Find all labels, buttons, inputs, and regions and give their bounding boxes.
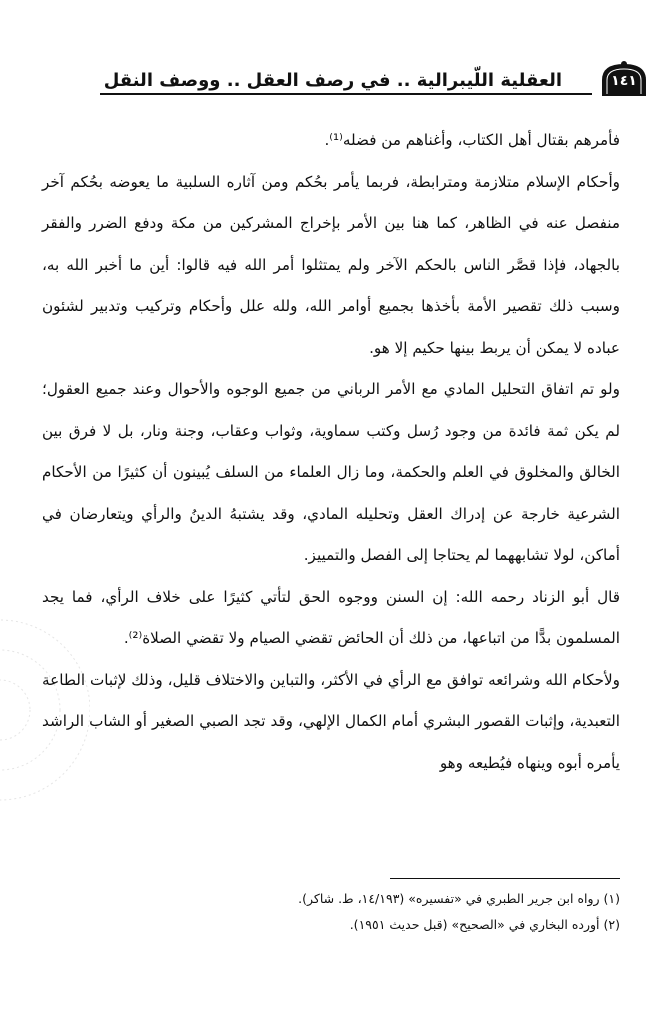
page-number: ١٤١ (611, 73, 637, 89)
footnotes (42, 886, 620, 938)
faint-ornament-icon (0, 560, 90, 860)
page-header (10, 60, 650, 100)
paragraph: فأمرهم بقتال أهل الكتاب، وأغناهم من فضله⁽¹⁾. (324, 131, 620, 149)
footnote: (٢) أورده البخاري في «الصحيح» (قبل حديث ١٩٥١). (349, 917, 620, 932)
page-number-badge (598, 60, 650, 98)
paragraph: ولو تم اتفاق التحليل المادي مع الأمر الرباني من جميع الوجوه والأحوال وعند جميع العقول؛ لم يكن ثمة فائدة من وجود رُسل وكتب سماوية، وثواب وعقاب، وجنة ونار، بل لا فرق بين الخالق والمخلوق في العلم والحكمة، وما زال العلماء من السلف يُبينون أن كثيرًا من الأحكام الشرعية خارجة عن إدراك العقل وتحليله المادي، وقد يشتبهُ الدينُ والرأي ويتعارضان في أماكن، لولا تشابههما لم يحتاجا إلى الفصل والتمييز. (42, 380, 620, 564)
header-rule (100, 93, 592, 95)
paragraph: ولأحكام الله وشرائعه توافق مع الرأي في الأكثر، والتباين والاختلاف قليل، وذلك لإثبات الطاعة التعبدية، وإثبات القصور البشري أمام الكمال الإلهي، وقد تجد الصبي الصغير أو الشاب الراشد يأمره أبوه وينهاه فيُطيعه وهو (42, 670, 620, 772)
paragraph: قال أبو الزناد رحمه الله: إن السنن ووجوه الحق لتأتي كثيرًا على خلاف الرأي، فما يجد المسلمون بدًّا من اتباعها، من ذلك أن الحائض تقضي الصيام ولا تقضي الصلاة⁽²⁾. (42, 587, 620, 647)
main-text (42, 120, 620, 784)
footnote: (١) رواه ابن جرير الطبري في «تفسيره» (١٤/١٩٣، ط. شاكر). (298, 891, 620, 906)
footnote-rule (390, 878, 620, 879)
running-title: العقلية اللّيبرالية .. في رصف العقل .. ووصف النقل (103, 70, 562, 91)
paragraph: وأحكام الإسلام متلازمة ومترابطة، فربما يأمر بحُكم ومن آثاره السلبية ما يعوضه بحُكم آخر منفصل عنه في الظاهر، كما هنا بين الأمر بإخراج المشركين من مكة ودفع الضرر والفقر بالجهاد، فإذا قصَّر الناس بالحكم الآخر ولم يمتثلوا أمر الله فيه قالوا: أين ما أخبر الله به، وسبب ذلك تقصير الأمة بأخذها بجميع أوامر الله، ولله علل وأحكام وتركيب وتدبير لشئون عباده لا يمكن أن يربط بينها حكيم إلا هو. (42, 172, 620, 357)
